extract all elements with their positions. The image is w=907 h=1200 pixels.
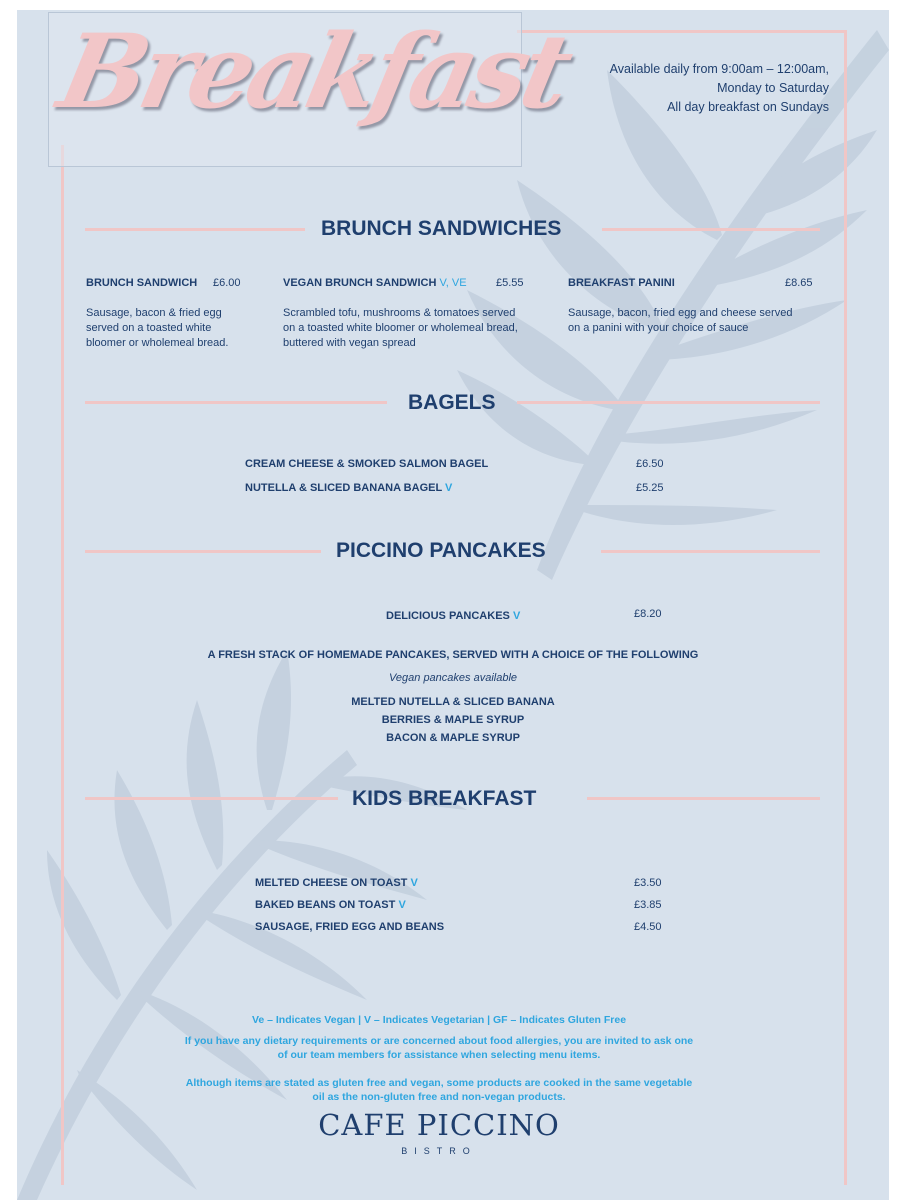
item-salmon-bagel: CREAM CHEESE & SMOKED SALMON BAGEL [245,458,489,470]
diet-tag: V [410,877,418,889]
desc-brunch-sandwich: Sausage, bacon & fried egg served on a toasted white bloomer or wholemeal bread. [86,307,229,349]
section-title-bagels: BAGELS [408,391,496,414]
price-sausage-egg-beans: £4.50 [634,921,662,933]
pancake-option: BACON & MAPLE SYRUP [386,732,520,744]
pancakes-intro: A FRESH STACK OF HOMEMADE PANCAKES, SERVED WITH A CHOICE OF THE FOLLOWING [207,649,699,661]
oil-note: Although items are stated as gluten free and vegan, some products are cooked in the same vegetable oil as the non-gluten free and non-vegan products. [185,1077,693,1103]
cafe-logo-subtitle: BISTRO [401,1146,477,1156]
diet-legend: Ve – Indicates Vegan | V – Indicates Vegetarian | GF – Indicates Gluten Free [251,1014,627,1026]
section-divider [85,797,338,800]
opening-hours: Available daily from 9:00am – 12:00am, Monday to Saturday All day breakfast on Sundays [609,62,829,114]
item-delicious-pancakes: DELICIOUS PANCAKES V [386,610,521,622]
section-divider [85,401,387,404]
price-vegan-brunch-sandwich: £5.55 [496,277,524,289]
diet-tag: V [512,610,521,622]
desc-vegan-brunch-sandwich: Scrambled tofu, mushrooms & tomatoes served on a toasted white bloomer or wholemeal bread, buttered with vegan spread [283,307,518,349]
item-vegan-brunch-sandwich: VEGAN BRUNCH SANDWICH V, VE [283,277,467,289]
item-sausage-egg-beans: SAUSAGE, FRIED EGG AND BEANS [255,921,445,933]
menu-page [17,10,889,1200]
item-cheese-toast: MELTED CHEESE ON TOAST V [255,877,418,889]
frame-left-line [61,145,64,1185]
price-breakfast-panini: £8.65 [785,277,813,289]
desc-breakfast-panini: Sausage, bacon, fried egg and cheese served on a panini with your choice of sauce [568,307,793,334]
section-divider [601,550,820,553]
price-delicious-pancakes: £8.20 [634,608,662,620]
price-cheese-toast: £3.50 [634,877,662,889]
section-divider [587,797,820,800]
menu-title: Breakfast [49,12,577,132]
price-brunch-sandwich: £6.00 [213,277,241,289]
price-salmon-bagel: £6.50 [636,458,664,470]
cafe-logo: CAFE PICCINO [318,1108,560,1142]
pancake-option: MELTED NUTELLA & SLICED BANANA [351,696,555,708]
diet-tag: V [445,482,453,494]
item-brunch-sandwich: BRUNCH SANDWICH [86,277,198,289]
diet-tag: V [398,899,406,911]
section-divider [85,550,321,553]
price-nutella-bagel: £5.25 [636,482,664,494]
section-divider [85,228,305,231]
section-title-pancakes: PICCINO PANCAKES [336,539,546,562]
item-breakfast-panini: BREAKFAST PANINI [568,277,675,289]
frame-right-line [844,30,847,1185]
pancake-option: BERRIES & MAPLE SYRUP [381,714,525,726]
vegan-pancakes-note: Vegan pancakes available [388,672,518,684]
section-divider [602,228,820,231]
item-nutella-bagel: NUTELLA & SLICED BANANA BAGEL V [245,482,453,494]
diet-tag: V, VE [439,277,467,289]
section-divider [517,401,820,404]
section-title-kids: KIDS BREAKFAST [352,787,537,810]
allergy-note: If you have any dietary requirements or are concerned about food allergies, you are invited to ask one of our team members for assistance when selecting menu items. [184,1035,694,1061]
price-beans-toast: £3.85 [634,899,662,911]
section-title-brunch: BRUNCH SANDWICHES [321,217,562,240]
item-beans-toast: BAKED BEANS ON TOAST V [255,899,406,911]
